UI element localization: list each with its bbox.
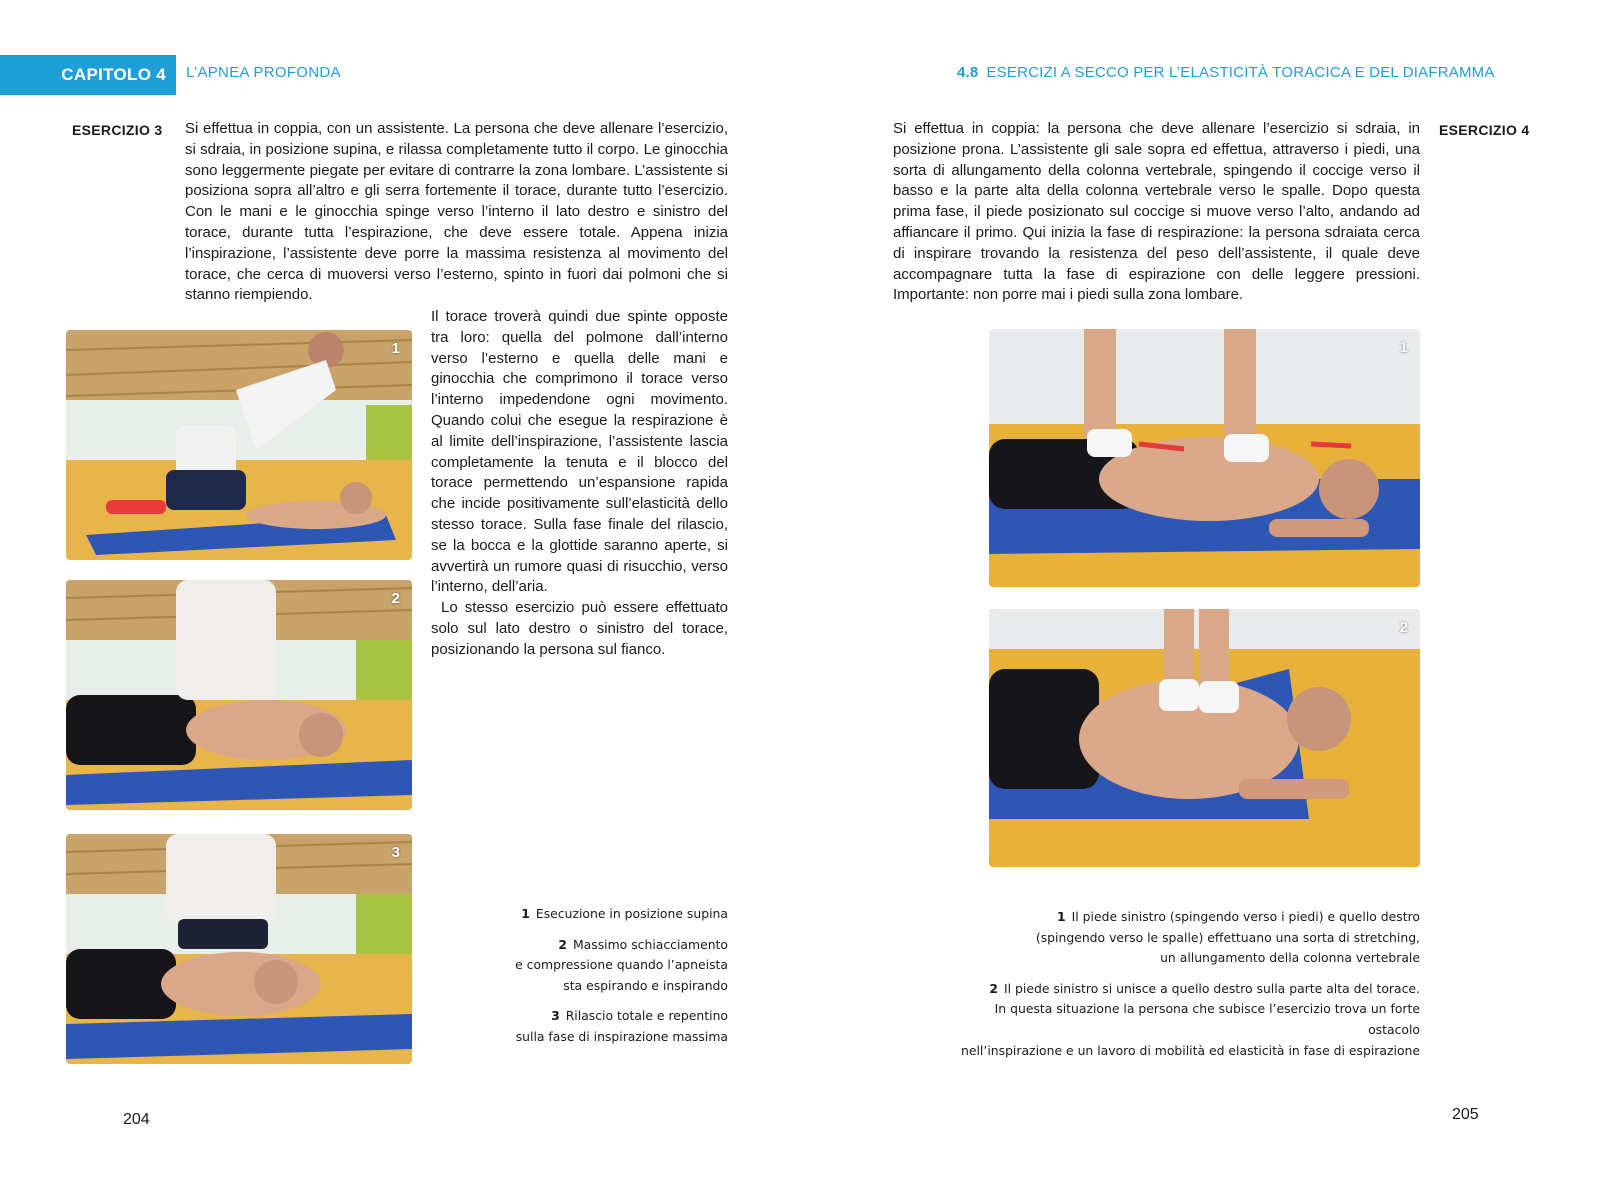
chapter-title: L’APNEA PROFONDA (186, 64, 341, 81)
exercise-3-paragraph-top: Si effettua in coppia, con un assistente. La persona che deve allenare l’esercizio, si sdraia, in posizione supina, e rilassa completamente tutto il corpo. Le ginocchia sono leggermente piegate per evitare di contrarre la zona lombare. L’assistente si posiziona sopra all’altro e gli serra fortemente il torace, durante tutto l’esercizio. Con le mani e le ginocchia spinge verso l’interno il lato destro e sinistro del torace, durante tutta l’espirazione, che deve essere totale. Appena inizia l’inspirazione, l’assistente deve porre la massima resistenza al movimento del torace, che cerca di muoversi verso l’esterno, spinto in fuori dai polmoni che si stanno riempiendo. (185, 120, 728, 304)
caption-line: e compressione quando l’apneista (515, 957, 728, 973)
exercise-3-paragraph-2: Lo stesso esercizio può essere effettuato solo sul lato destro o sinistro del torace, posizionando la persona sul fianco. (431, 599, 728, 658)
caption-number: 2 (989, 980, 999, 996)
caption-line: Il piede sinistro (spingendo verso i piedi) e quello destro (1071, 909, 1420, 924)
section-heading (957, 64, 1495, 81)
exercise-4-text (893, 119, 1420, 306)
caption-line: Esecuzione in posizione supina (535, 906, 728, 921)
exercise-3-text-column (431, 307, 728, 661)
photo-number: 2 (391, 590, 400, 607)
chapter-label: CAPITOLO 4 (0, 55, 176, 95)
photo-number: 2 (1399, 619, 1408, 636)
caption-line: sulla fase di inspirazione massima (515, 1028, 728, 1044)
caption-1 (950, 907, 1420, 969)
caption-line: Il piede sinistro si unisce a quello destro sulla parte alta del torace. (1004, 980, 1420, 996)
exercise-4-paragraph: Si effettua in coppia: la persona che deve allenare l’esercizio si sdraia, in posizione prona. L’assistente gli sale sopra ed effettua, attraverso i piedi, una sorta di allungamento della colonna vertebrale, spingendo il coccige verso il basso e la parte alta della colonna vertebrale verso le spalle. Dopo questa prima fase, il piede posizionato sul coccige si muove verso l’alto, andando ad affiancare il primo. Qui inizia la fase di respirazione: la persona sdraiata cerca di inspirare trovando la resistenza del peso dell’assistente, il quale deve accompagnare tutta la fase di espirazione con delle leggere pressioni. Importante: non porre mai i piedi sulla zona lombare. (893, 120, 1420, 304)
photo-exercise-supine-icon (66, 330, 412, 560)
exercise-4-captions (950, 907, 1420, 1071)
exercise-4-photo-2 (989, 609, 1420, 867)
caption-line: nell’inspirazione e un lavoro di mobilità ed elasticità in fase di espirazione (961, 1042, 1420, 1058)
exercise-3-photo-3 (66, 834, 412, 1064)
exercise-3-photo-1 (66, 330, 412, 560)
photo-exercise-prone-feet-together-icon (989, 609, 1420, 867)
caption-2 (950, 979, 1420, 1061)
page-number-left: 204 (123, 1111, 150, 1128)
photo-exercise-prone-stretch-icon (989, 329, 1420, 587)
section-number: 4.8 (957, 64, 979, 81)
caption-line: sta espirando e inspirando (563, 977, 728, 993)
caption-2 (440, 935, 728, 997)
section-title: ESERCIZI A SECCO PER L’ELASTICITÀ TORACICA E DEL DIAFRAMMA (986, 64, 1495, 81)
photo-exercise-side-icon (66, 580, 412, 810)
exercise-3-photo-2 (66, 580, 412, 810)
exercise-3-label: ESERCIZIO 3 (72, 122, 163, 138)
caption-number: 2 (558, 936, 567, 952)
photo-exercise-release-icon (66, 834, 412, 1064)
photo-number: 1 (1399, 339, 1408, 356)
caption-line: Massimo schiacciamento (572, 936, 728, 952)
page-number-right: 205 (1452, 1106, 1479, 1123)
caption-3 (440, 1006, 728, 1047)
caption-line: (spingendo verso le spalle) effettuano una sorta di stretching, (1035, 929, 1420, 945)
caption-line: un allungamento della colonna vertebrale (1160, 950, 1420, 966)
caption-line: Rilascio totale e repentino (565, 1008, 728, 1024)
photo-number: 1 (391, 340, 400, 357)
exercise-4-label: ESERCIZIO 4 (1439, 122, 1530, 138)
caption-line: In questa situazione la persona che subisce l’esercizio trova un forte ostacolo (994, 1001, 1420, 1037)
exercise-3-paragraph-1: Il torace troverà quindi due spinte opposte tra loro: quella del polmone dall’interno verso l’esterno e quella delle mani e ginocchia che comprimono il torace verso l’interno impedendone ogni movimento. Quando colui che esegue la respirazione è al limite dell’inspirazione, l’assistente lascia completamente la tenuta e il blocco del torace permettendo un’espansione rapida che incide positivamente sull’elasticità dello stesso torace. Sulla fase finale del rilascio, se la bocca e la glottide saranno aperte, si avvertirà un rumore quasi di risucchio, verso l’interno, dell’aria. (431, 308, 728, 596)
exercise-3-text-top (185, 119, 728, 306)
caption-number: 1 (521, 906, 530, 921)
exercise-3-captions (440, 904, 728, 1058)
photo-number: 3 (391, 844, 400, 861)
exercise-4-photo-1 (989, 329, 1420, 587)
caption-number: 3 (551, 1008, 560, 1024)
caption-1 (440, 904, 728, 925)
caption-number: 1 (1057, 909, 1066, 924)
